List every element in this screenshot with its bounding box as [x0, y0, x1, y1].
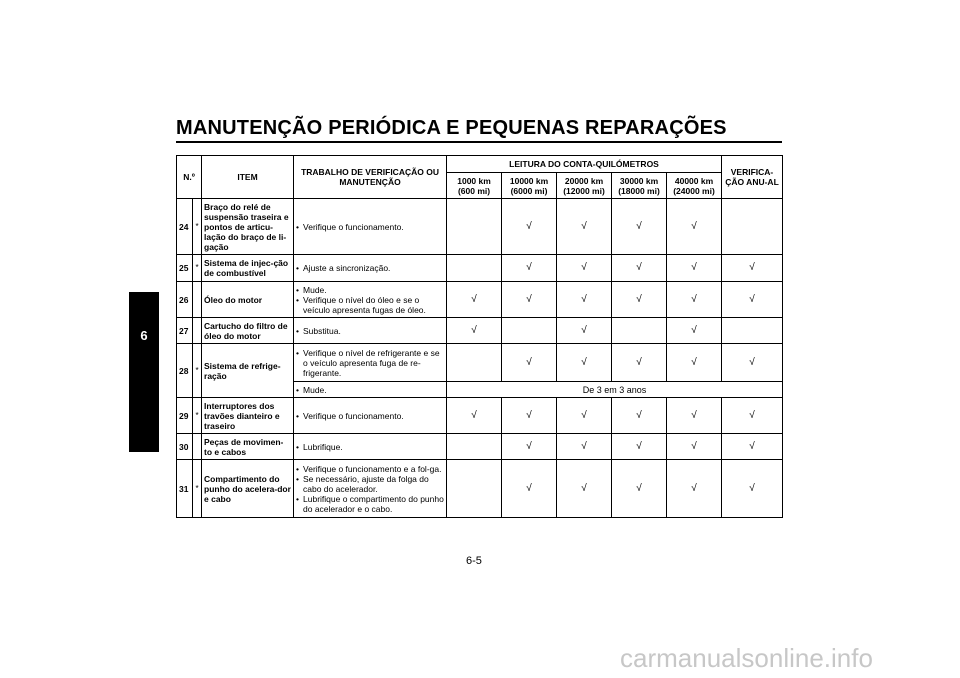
chapter-tab: 6	[129, 292, 159, 452]
interval-km: 20000 km	[564, 175, 604, 186]
row-asterisk: *	[193, 460, 202, 518]
row-item: Peças de movimen-to e cabos	[202, 434, 294, 460]
table-row	[177, 344, 783, 382]
check-mark: √	[447, 282, 502, 318]
action-item: • Lubrifique o compartimento do punho do acelerador e o cabo.	[296, 494, 444, 514]
row-number: 30	[177, 434, 193, 460]
check-mark: √	[557, 255, 612, 282]
action-list	[296, 385, 444, 395]
row-number: 26	[177, 282, 193, 318]
header-interval	[612, 173, 667, 199]
action-item: • Verifique o funcionamento e a fol-ga.	[296, 464, 444, 474]
row-work	[294, 344, 447, 382]
row-work	[294, 398, 447, 434]
action-item: • Lubrifique.	[296, 442, 444, 452]
check-mark: √	[612, 282, 667, 318]
check-mark: √	[502, 460, 557, 518]
row-number: 28	[177, 344, 193, 398]
table-body	[177, 199, 783, 518]
check-mark: √	[612, 199, 667, 255]
check-mark: √	[557, 344, 612, 382]
check-mark: √	[557, 318, 612, 344]
header-item: ITEM	[202, 156, 294, 199]
action-item: • Verifique o nível do óleo e se o veículo apresenta fugas de óleo.	[296, 295, 444, 315]
row-item: Óleo do motor	[202, 282, 294, 318]
check-mark: √	[502, 199, 557, 255]
header-work: TRABALHO DE VERIFICAÇÃO OU MANUTENÇÃO	[294, 156, 447, 199]
check-mark: √	[722, 255, 783, 282]
action-item: • Ajuste a sincronização.	[296, 263, 444, 273]
check-mark	[502, 318, 557, 344]
row-work	[294, 199, 447, 255]
check-mark: √	[722, 434, 783, 460]
check-mark	[722, 199, 783, 255]
row-work	[294, 460, 447, 518]
check-mark: √	[502, 255, 557, 282]
action-list	[296, 285, 444, 315]
interval-mi: (6000 mi)	[510, 185, 548, 196]
interval-km: 1000 km	[457, 175, 491, 186]
action-list	[296, 263, 444, 273]
interval-span: De 3 em 3 anos	[447, 382, 783, 398]
interval-mi: (18000 mi)	[618, 185, 660, 196]
check-mark	[612, 318, 667, 344]
check-mark: √	[667, 199, 722, 255]
check-mark: √	[612, 255, 667, 282]
row-item: Sistema de injec-ção de combustível	[202, 255, 294, 282]
check-mark: √	[722, 282, 783, 318]
check-mark: √	[612, 344, 667, 382]
check-mark: √	[667, 460, 722, 518]
row-item: Interruptores dos travões dianteiro e traseiro	[202, 398, 294, 434]
header-interval	[667, 173, 722, 199]
table-row	[177, 434, 783, 460]
row-number: 27	[177, 318, 193, 344]
action-item: • Mude.	[296, 285, 444, 295]
row-number: 24	[177, 199, 193, 255]
table-row	[177, 460, 783, 518]
row-number: 31	[177, 460, 193, 518]
header-interval	[502, 173, 557, 199]
interval-km: 10000 km	[509, 175, 549, 186]
check-mark: √	[557, 282, 612, 318]
check-mark: √	[667, 344, 722, 382]
action-item: • Substitua.	[296, 326, 444, 336]
action-list	[296, 411, 444, 421]
header-odometer: LEITURA DO CONTA-QUILÓMETROS	[447, 156, 722, 173]
header-interval	[557, 173, 612, 199]
row-asterisk	[193, 318, 202, 344]
action-item: • Verifique o nível de refrigerante e se o veículo apresenta fuga de re-frigerante.	[296, 348, 444, 378]
action-list	[296, 442, 444, 452]
interval-km: 40000 km	[674, 175, 714, 186]
check-mark: √	[447, 318, 502, 344]
action-list	[296, 326, 444, 336]
check-mark: √	[557, 398, 612, 434]
check-mark: √	[667, 434, 722, 460]
check-mark: √	[667, 255, 722, 282]
check-mark: √	[502, 398, 557, 434]
row-work	[294, 382, 447, 398]
action-list	[296, 348, 444, 378]
row-item: Sistema de refrige-ração	[202, 344, 294, 398]
check-mark: √	[612, 460, 667, 518]
interval-km: 30000 km	[619, 175, 659, 186]
row-number: 25	[177, 255, 193, 282]
interval-mi: (12000 mi)	[563, 185, 605, 196]
action-list	[296, 464, 444, 514]
check-mark: √	[667, 398, 722, 434]
interval-mi: (24000 mi)	[673, 185, 715, 196]
header-interval	[447, 173, 502, 199]
header-no: N.º	[177, 156, 202, 199]
check-mark	[722, 318, 783, 344]
row-item: Braço do relé de suspensão traseira e pontos de articu-lação do braço de li-gação	[202, 199, 294, 255]
check-mark: √	[557, 199, 612, 255]
check-mark: √	[667, 282, 722, 318]
table-row	[177, 199, 783, 255]
title-underline	[176, 141, 782, 143]
check-mark	[447, 460, 502, 518]
check-mark: √	[612, 434, 667, 460]
action-item: • Verifique o funcionamento.	[296, 222, 444, 232]
check-mark: √	[612, 398, 667, 434]
row-work	[294, 255, 447, 282]
page-title: MANUTENÇÃO PERIÓDICA E PEQUENAS REPARAÇÕES	[176, 117, 727, 139]
check-mark: √	[557, 434, 612, 460]
check-mark: √	[502, 344, 557, 382]
check-mark: √	[502, 434, 557, 460]
check-mark: √	[502, 282, 557, 318]
check-mark	[447, 344, 502, 382]
table-row	[177, 318, 783, 344]
check-mark	[447, 434, 502, 460]
table-row	[177, 398, 783, 434]
row-asterisk: *	[193, 199, 202, 255]
row-work	[294, 434, 447, 460]
check-mark	[447, 199, 502, 255]
row-number: 29	[177, 398, 193, 434]
row-asterisk: *	[193, 398, 202, 434]
action-item: • Verifique o funcionamento.	[296, 411, 444, 421]
action-item: • Mude.	[296, 385, 444, 395]
check-mark: √	[722, 344, 783, 382]
table-row	[177, 282, 783, 318]
interval-mi: (600 mi)	[457, 185, 491, 196]
check-mark	[447, 255, 502, 282]
row-asterisk	[193, 434, 202, 460]
row-asterisk: *	[193, 255, 202, 282]
watermark: carmanualsonline.info	[620, 643, 873, 673]
row-asterisk	[193, 282, 202, 318]
row-work	[294, 318, 447, 344]
action-list	[296, 222, 444, 232]
row-work	[294, 282, 447, 318]
header-annual: VERIFICA-ÇÃO ANU-AL	[722, 156, 783, 199]
row-asterisk: *	[193, 344, 202, 398]
check-mark: √	[667, 318, 722, 344]
action-item: • Se necessário, ajuste da folga do cabo do acelerador.	[296, 474, 444, 494]
page-number: 6-5	[466, 555, 482, 567]
table-row	[177, 255, 783, 282]
row-item: Cartucho do filtro de óleo do motor	[202, 318, 294, 344]
check-mark: √	[557, 460, 612, 518]
check-mark: √	[447, 398, 502, 434]
maintenance-table	[176, 155, 783, 518]
row-item: Compartimento do punho do acelera-dor e cabo	[202, 460, 294, 518]
check-mark: √	[722, 460, 783, 518]
check-mark: √	[722, 398, 783, 434]
